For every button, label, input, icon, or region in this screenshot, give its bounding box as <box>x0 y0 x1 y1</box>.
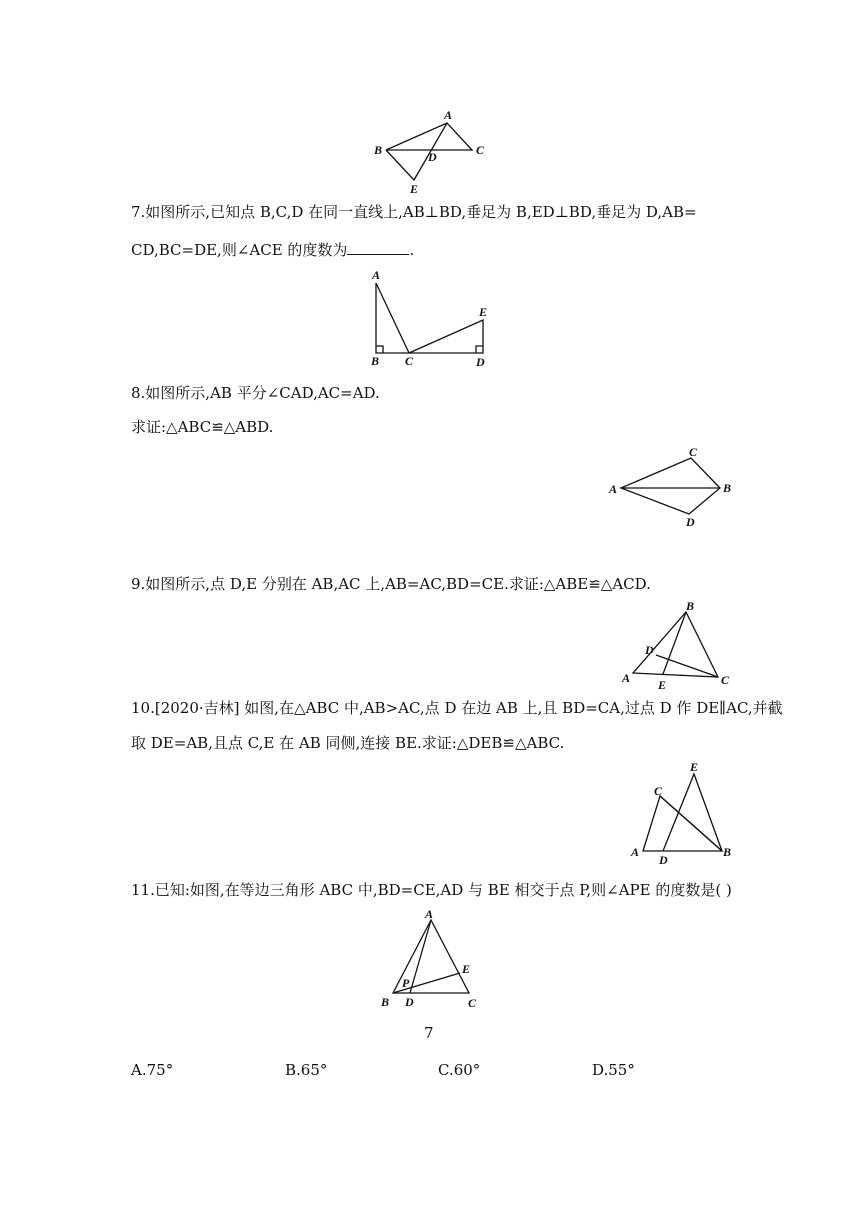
fig8-label-d: D <box>686 515 695 529</box>
fig10-triangle-deb <box>663 774 722 851</box>
q8-line1: 8.如图所示,AB 平分∠CAD,AC=AD. <box>131 384 380 402</box>
q9-line1: 9.如图所示,点 D,E 分别在 AB,AC 上,AB=AC,BD=CE.求证:△ABE≌△ACD. <box>131 575 651 593</box>
fig6-label-a: A <box>444 108 453 122</box>
fig11-label-c: C <box>468 996 477 1010</box>
page-number: 7 <box>424 1024 434 1042</box>
fig11-label-p: P <box>402 976 410 990</box>
option-d[interactable]: D.55° <box>592 1061 635 1079</box>
fig10-label-d: D <box>659 853 668 867</box>
fig7-triangle-abc <box>376 283 409 353</box>
fig7-triangle-cde <box>409 320 483 353</box>
fig7-label-b: B <box>371 354 380 368</box>
figure-q10 <box>622 760 747 870</box>
figure-q7 <box>365 268 495 368</box>
fig9-label-a: A <box>622 671 631 685</box>
fig6-label-d: D <box>428 150 437 164</box>
figure-q11 <box>375 905 490 1015</box>
q7-line2 <box>131 240 414 260</box>
q7-line1: 7.如图所示,已知点 B,C,D 在同一直线上,AB⊥BD,垂足为 B,ED⊥BD,垂足为 D,AB= <box>131 203 697 221</box>
fig9-label-b: B <box>686 599 695 613</box>
fig7-label-a: A <box>372 268 381 282</box>
fig7-right-angle-b <box>376 346 383 353</box>
answer-blank[interactable] <box>347 240 409 255</box>
fig10-label-c: C <box>654 784 663 798</box>
q7-line2-period: . <box>409 241 415 259</box>
fig9-label-e: E <box>658 678 667 692</box>
figure-q6 <box>360 105 500 195</box>
fig10-line-cb <box>660 796 722 851</box>
fig7-right-angle-d <box>476 346 483 353</box>
fig8-label-a: A <box>609 482 618 496</box>
fig7-label-e: E <box>479 305 488 319</box>
fig7-label-c: C <box>405 354 414 368</box>
fig9-label-d: D <box>645 643 654 657</box>
fig10-label-a: A <box>631 845 640 859</box>
fig9-label-c: C <box>721 673 730 687</box>
figure-q8 <box>605 444 745 534</box>
fig6-triangle-abc <box>386 123 472 150</box>
fig11-label-b: B <box>381 995 390 1009</box>
fig11-label-d: D <box>405 995 414 1009</box>
fig10-label-e: E <box>690 760 699 774</box>
fig8-label-b: B <box>723 481 732 495</box>
fig11-label-e: E <box>462 962 471 976</box>
option-b[interactable]: B.65° <box>285 1061 328 1079</box>
fig11-label-a: A <box>425 907 434 921</box>
fig6-label-b: B <box>374 143 383 157</box>
option-c[interactable]: C.60° <box>438 1061 481 1079</box>
q10-line1: 10.[2020·吉林] 如图,在△ABC 中,AB>AC,点 D 在边 AB 上,且 BD=CA,过点 D 作 DE∥AC,并截 <box>131 699 783 717</box>
fig6-lines-be-ae <box>386 123 447 180</box>
figure-q9 <box>618 598 738 693</box>
fig8-label-c: C <box>689 445 698 459</box>
q7-line2-text: CD,BC=DE,则∠ACE 的度数为 <box>131 241 348 259</box>
fig6-label-c: C <box>476 143 485 157</box>
fig7-label-d: D <box>476 355 485 369</box>
q8-line2: 求证:△ABC≌△ABD. <box>131 418 274 436</box>
q11-line1: 11.已知:如图,在等边三角形 ABC 中,BD=CE,AD 与 BE 相交于点 P,则∠APE 的度数是( ) <box>131 881 732 899</box>
q10-line2: 取 DE=AB,且点 C,E 在 AB 同侧,连接 BE.求证:△DEB≌△ABC. <box>131 734 565 752</box>
option-a[interactable]: A.75° <box>131 1061 174 1079</box>
fig10-label-b: B <box>723 845 732 859</box>
fig6-label-e: E <box>410 182 419 196</box>
fig8-quadrilateral <box>621 458 720 514</box>
